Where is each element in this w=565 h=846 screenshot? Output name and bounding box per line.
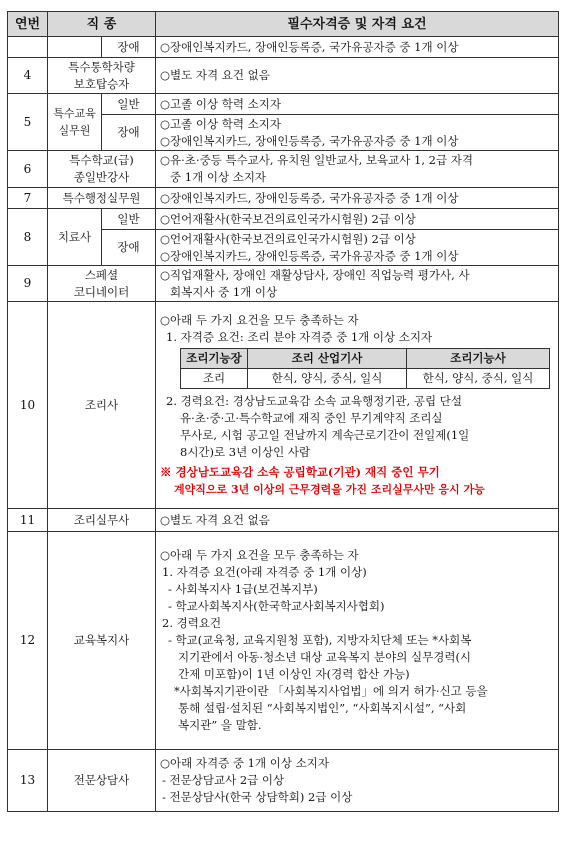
subtype-label: 장애 [102, 37, 156, 58]
job-type: 교육복지사 [48, 532, 156, 750]
header-no: 연번 [8, 12, 48, 37]
job-type: 전문상담사 [48, 750, 156, 812]
job-type: 조리사 [48, 302, 156, 509]
table-row [8, 750, 559, 812]
row-number: 12 [8, 532, 48, 750]
table-row [8, 209, 559, 230]
license-cell: 한식, 양식, 중식, 일식 [407, 369, 550, 389]
license-header: 조리기능장 [181, 349, 248, 369]
row-number: 6 [8, 151, 48, 188]
subtype-label: 일반 [102, 209, 156, 230]
job-type: 조리실무사 [48, 509, 156, 532]
row-number: 9 [8, 266, 48, 302]
requirement-text: ○아래 두 가지 요건을 모두 충족하는 자 1. 자격증 요건: 조리 분야 자격증 중 1개 이상 소지자 조리기능장 조리 산업기사 조리기능사 조리 한식, 양식, 중식, 일식 한식, 양식, 중식, 일식 2. 경력요건: 경상남도교육감 소속 교육행정기관, 공립 단설 유·초·중·고·특수학교에 재직 중인 무기계약직 조리실 무사로, 시험 공고일 전날까지 계속근로기간이 전일제(1일 8시간)로 3년 이상인 사람 ※ 경상남도교육감 소속 공립학교(기관) 재직 중인 무기 계약직으로 3년 이상의 근무경력을 가진 조리실무사만 응시 가능 [156, 302, 559, 509]
table-row [8, 302, 559, 509]
requirement-text: ○언어재활사(한국보건의료인국가시험원) 2급 이상 ○장애인복지카드, 장애인등록증, 국가유공자증 중 1개 이상 [156, 230, 559, 266]
table-row [8, 266, 559, 302]
row-number: 10 [8, 302, 48, 509]
row-number: 4 [8, 58, 48, 94]
requirement-text: ○장애인복지카드, 장애인등록증, 국가유공자증 중 1개 이상 [156, 37, 559, 58]
table-row [8, 151, 559, 188]
requirement-text: ○유·초·중등 특수교사, 유치원 일반교사, 보육교사 1, 2급 자격 중 1개 이상 소지자 [156, 151, 559, 188]
header-job-type: 직 종 [48, 12, 156, 37]
license-cell: 한식, 양식, 중식, 일식 [248, 369, 407, 389]
table-header-row [8, 12, 559, 37]
table-row [8, 188, 559, 209]
license-header: 조리 산업기사 [248, 349, 407, 369]
requirement-text: ○고졸 이상 학력 소지자 [156, 94, 559, 115]
requirement-text: ○별도 자격 요건 없음 [156, 509, 559, 532]
warning-note: 계약직으로 3년 이상의 근무경력을 가진 조리실무사만 응시 가능 [174, 483, 485, 496]
table-row [8, 532, 559, 750]
requirement-text: ○고졸 이상 학력 소지자 ○장애인복지카드, 장애인등록증, 국가유공자증 중 1개 이상 [156, 115, 559, 151]
subtype-label: 장애 [102, 230, 156, 266]
job-type: 특수교육 실무원 [48, 94, 102, 151]
subtype-label: 일반 [102, 94, 156, 115]
table-row [8, 509, 559, 532]
job-type: 스페셜 코디네이터 [48, 266, 156, 302]
header-requirements: 필수자격증 및 자격 요건 [156, 12, 559, 37]
row-number: 7 [8, 188, 48, 209]
requirement-text: ○장애인복지카드, 장애인등록증, 국가유공자증 중 1개 이상 [156, 188, 559, 209]
row-number: 8 [8, 209, 48, 266]
requirement-text: ○별도 자격 요건 없음 [156, 58, 559, 94]
row-number: 5 [8, 94, 48, 151]
row-number: 11 [8, 509, 48, 532]
job-type: 특수행정실무원 [48, 188, 156, 209]
license-header: 조리기능사 [407, 349, 550, 369]
table-row [8, 37, 559, 58]
cook-license-table [180, 348, 550, 389]
license-cell: 조리 [181, 369, 248, 389]
job-type: 치료사 [48, 209, 102, 266]
warning-note: ※ 경상남도교육감 소속 공립학교(기관) 재직 중인 무기 [160, 465, 440, 479]
qualification-table [7, 11, 559, 812]
requirement-text: ○아래 두 가지 요건을 모두 충족하는 자 1. 자격증 요건(아래 자격증 중 1개 이상) - 사회복지사 1급(보건복지부) - 학교사회복지사(한국학교사회복지사협회) 2. 경력요건 - 학교(교육청, 교육지원청 포함), 지방자치단체 또는 *사회복 지기관에서 아동·청소년 대상 교육복지 분야의 실무경력(시 간제 미포함)이 1년 이상인 자(경력 합산 가능) *사회복지기관이란 「사회복지사업법」에 의거 허가·신고 등을 통해 설립·설치된 “사회복지법인”, “사회복지시설”, “사회 복지관” 을 말함. [156, 532, 559, 750]
table-row [8, 58, 559, 94]
subtype-label: 장애 [102, 115, 156, 151]
requirement-text: ○아래 자격증 중 1개 이상 소지자 - 전문상담교사 2급 이상 - 전문상담사(한국 상담학회) 2급 이상 [156, 750, 559, 812]
table-row [8, 94, 559, 115]
requirement-text: ○직업재활사, 장애인 재활상담사, 장애인 직업능력 평가사, 사 회복지사 중 1개 이상 [156, 266, 559, 302]
requirement-text: ○언어재활사(한국보건의료인국가시험원) 2급 이상 [156, 209, 559, 230]
job-type: 특수학교(급) 종일반강사 [48, 151, 156, 188]
row-number: 13 [8, 750, 48, 812]
job-type: 특수통학차량 보호탑승자 [48, 58, 156, 94]
